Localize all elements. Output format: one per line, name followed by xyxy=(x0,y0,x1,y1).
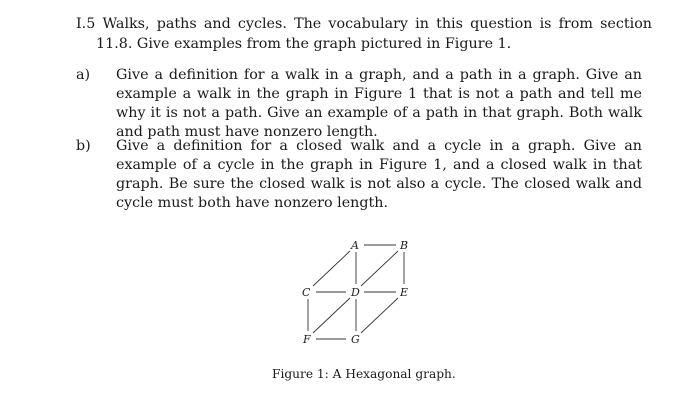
vertex-b: B xyxy=(400,239,409,252)
part-a xyxy=(76,66,642,142)
part-b-label: b) xyxy=(76,138,91,154)
part-a-text: Give a definition for a walk in a graph, and a path in a graph. Give an example a walk in the graph in Figure 1 that is not a path and tell me why it is not a path. Give an example of a path in that graph. Both walk and path must have nonzero length. xyxy=(116,67,642,140)
vertex-g: G xyxy=(351,333,360,346)
edge-b-d xyxy=(361,251,398,286)
figure-1 xyxy=(0,230,700,360)
part-b-text: Give a definition for a closed walk and a cycle in a graph. Give an example of a cycle in the graph in Figure 1, and a closed walk in that graph. Be sure the closed walk is not also a cycle. The closed walk and cycle must both have nonzero length. xyxy=(116,138,642,211)
edge-d-f xyxy=(313,298,350,333)
edge-e-g xyxy=(361,298,398,333)
vertex-c: C xyxy=(302,286,311,299)
vertex-f: F xyxy=(303,333,311,346)
problem-number: I.5 xyxy=(76,16,96,32)
problem-intro: The vocabulary in this question is from section 11.8. Give examples from the graph pictured in Figure 1. xyxy=(96,16,653,52)
vertex-d: D xyxy=(351,286,360,299)
problem-statement xyxy=(76,14,652,54)
vertex-a: A xyxy=(351,239,359,252)
part-b xyxy=(76,137,642,213)
edge-a-c xyxy=(313,251,350,286)
figure-caption: Figure 1: A Hexagonal graph. xyxy=(272,367,456,381)
part-a-label: a) xyxy=(76,67,91,83)
problem-title: Walks, paths and cycles. xyxy=(102,16,287,32)
graph-diagram xyxy=(0,230,700,360)
vertex-e: E xyxy=(400,286,409,299)
